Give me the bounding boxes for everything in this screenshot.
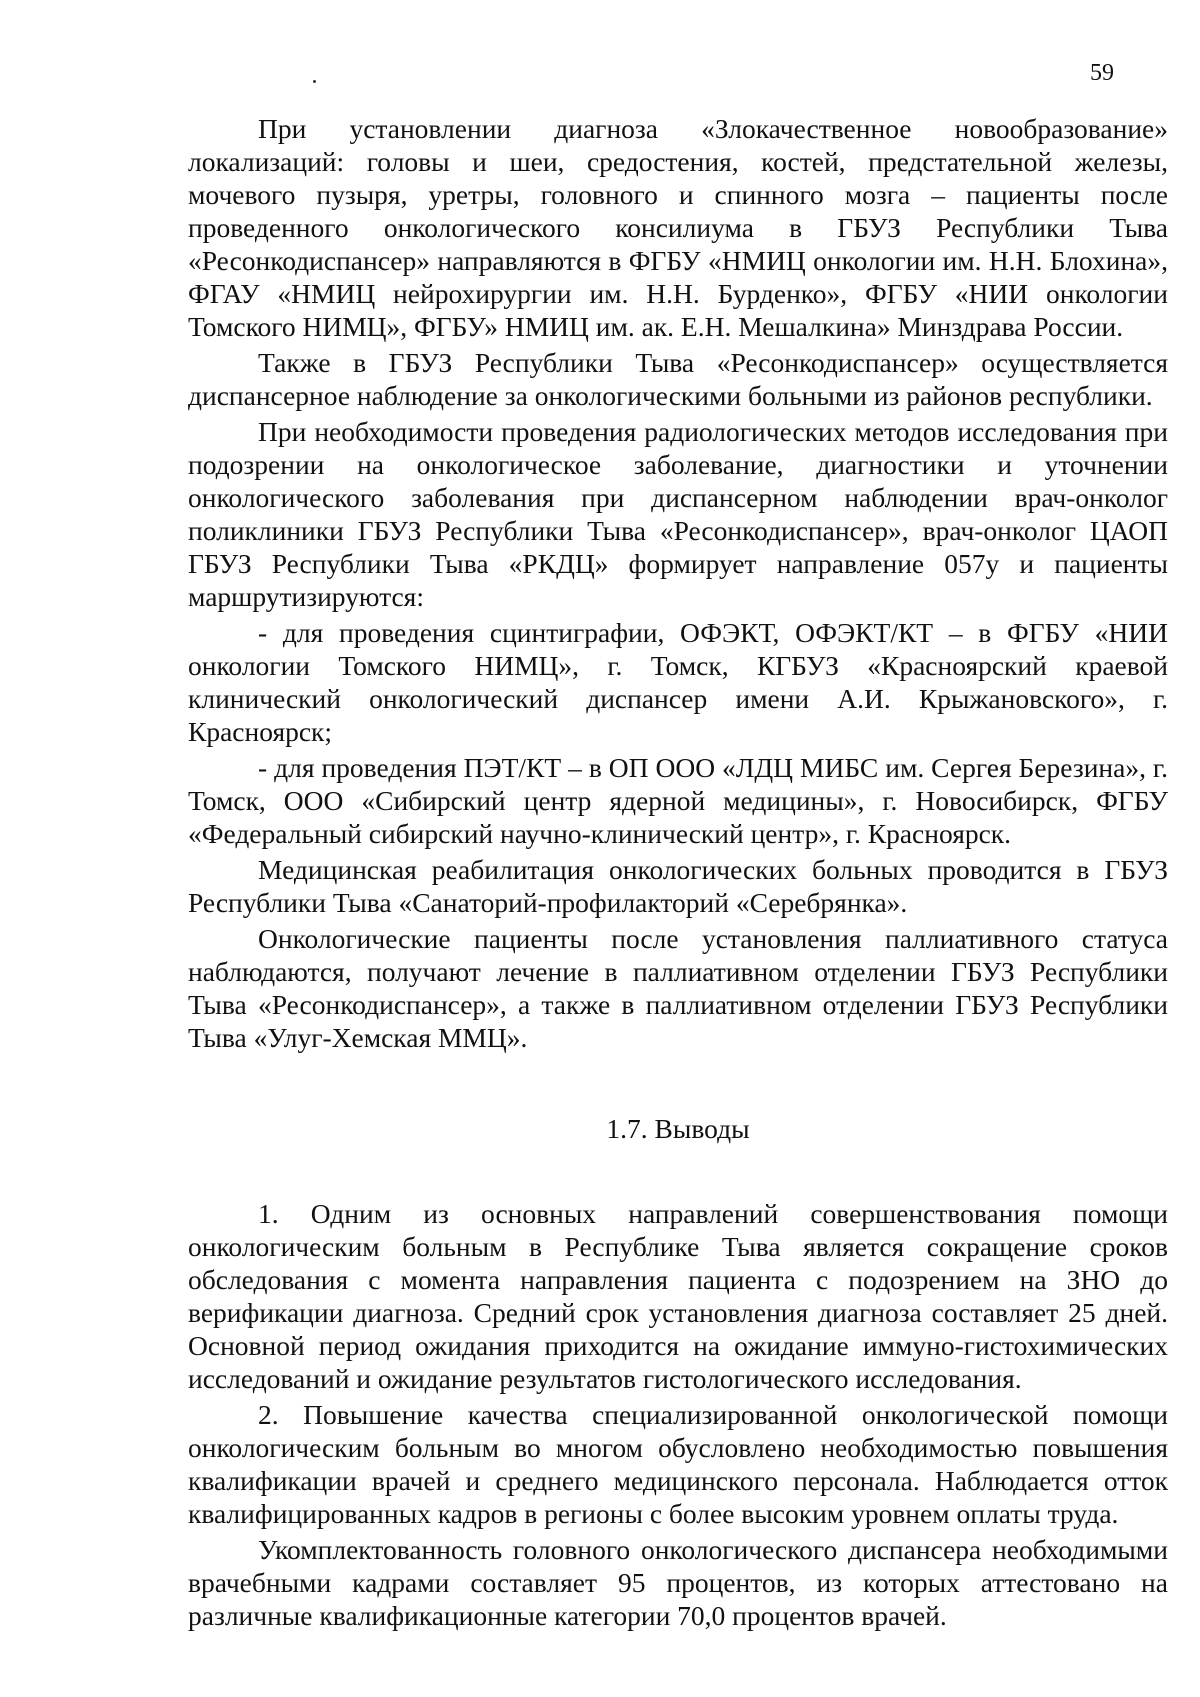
paragraph-staffing: Укомплектованность головного онкологического диспансера необходимыми врачебными кадрами составляет 95 процентов, из которых аттестовано на различные квалификационные категории 70,0 процентов врачей. — [188, 1534, 1168, 1631]
paragraph-palliative-care: Онкологические пациенты после установления паллиативного статуса наблюдаются, получают лечение в паллиативном отделении ГБУЗ Республики Тыва «Ресонкодиспансер», а также в паллиативном отделении ГБУЗ Республики Тыва «Улуг-Хемская ММЦ». — [188, 923, 1168, 1053]
document-body — [188, 112, 1168, 1635]
paragraph-pet-ct-routing: - для проведения ПЭТ/КТ – в ОП ООО «ЛДЦ МИБС им. Сергея Березина», г. Томск, ООО «Сибирский центр ядерной медицины», г. Новосибирск, ФГБУ «Федеральный сибирский научно-клинический центр», г. Красноярск. — [188, 752, 1168, 849]
paragraph-radiology-routing: При необходимости проведения радиологических методов исследования при подозрении на онкологическое заболевание, диагностики и уточнении онкологического заболевания при диспансерном наблюдении врач-онколог поликлиники ГБУЗ Республики Тыва «Ресонкодиспансер», врач-онколог ЦАОП ГБУЗ Республики Тыва «РКДЦ» формирует направление 057у и пациенты маршрутизируются: — [188, 416, 1168, 612]
conclusion-2: 2. Повышение качества специализированной онкологической помощи онкологическим больным во многом обусловлено необходимостью повышения квалификации врачей и среднего медицинского персонала. Наблюдается отток квалифицированных кадров в регионы с более высоким уровнем оплаты труда. — [188, 1399, 1168, 1529]
paragraph-scintigraphy-routing: - для проведения сцинтиграфии, ОФЭКТ, ОФЭКТ/КТ – в ФГБУ «НИИ онкологии Томского НИМЦ», г. Томск, КГБУЗ «Красноярский краевой клинический онкологический диспансер имени А.И. Крыжановского», г. Красноярск; — [188, 617, 1168, 747]
page-number: 59 — [1090, 60, 1114, 86]
section-heading: 1.7. Выводы — [606, 1113, 750, 1144]
scan-speck — [313, 80, 316, 83]
paragraph-rehabilitation: Медицинская реабилитация онкологических больных проводится в ГБУЗ Республики Тыва «Санаторий-профилакторий «Серебрянка». — [188, 854, 1168, 918]
paragraph-dispensary-observation: Также в ГБУЗ Республики Тыва «Ресонкодиспансер» осуществляется диспансерное наблюдение за онкологическими больными из районов республики. — [188, 347, 1168, 411]
paragraph-referral-localizations: При установлении диагноза «Злокачественное новообразование» локализаций: головы и шеи, средостения, костей, предстательной железы, мочевого пузыря, уретры, головного и спинного мозга – пациенты после проведенного онкологического консилиума в ГБУЗ Республики Тыва «Ресонкодиспансер» направляются в ФГБУ «НМИЦ онкологии им. Н.Н. Блохина», ФГАУ «НМИЦ нейрохирургии им. Н.Н. Бурденко», ФГБУ «НИИ онкологии Томского НИМЦ», ФГБУ» НМИЦ им. ак. Е.Н. Мешалкина» Минздрава России. — [188, 113, 1168, 342]
conclusion-1: 1. Одним из основных направлений совершенствования помощи онкологическим больным в Республике Тыва является сокращение сроков обследования с момента направления пациента с подозрением на ЗНО до верификации диагноза. Средний срок установления диагноза составляет 25 дней. Основной период ожидания приходится на ожидание иммуно-гистохимических исследований и ожидание результатов гистологического исследования. — [188, 1198, 1168, 1394]
